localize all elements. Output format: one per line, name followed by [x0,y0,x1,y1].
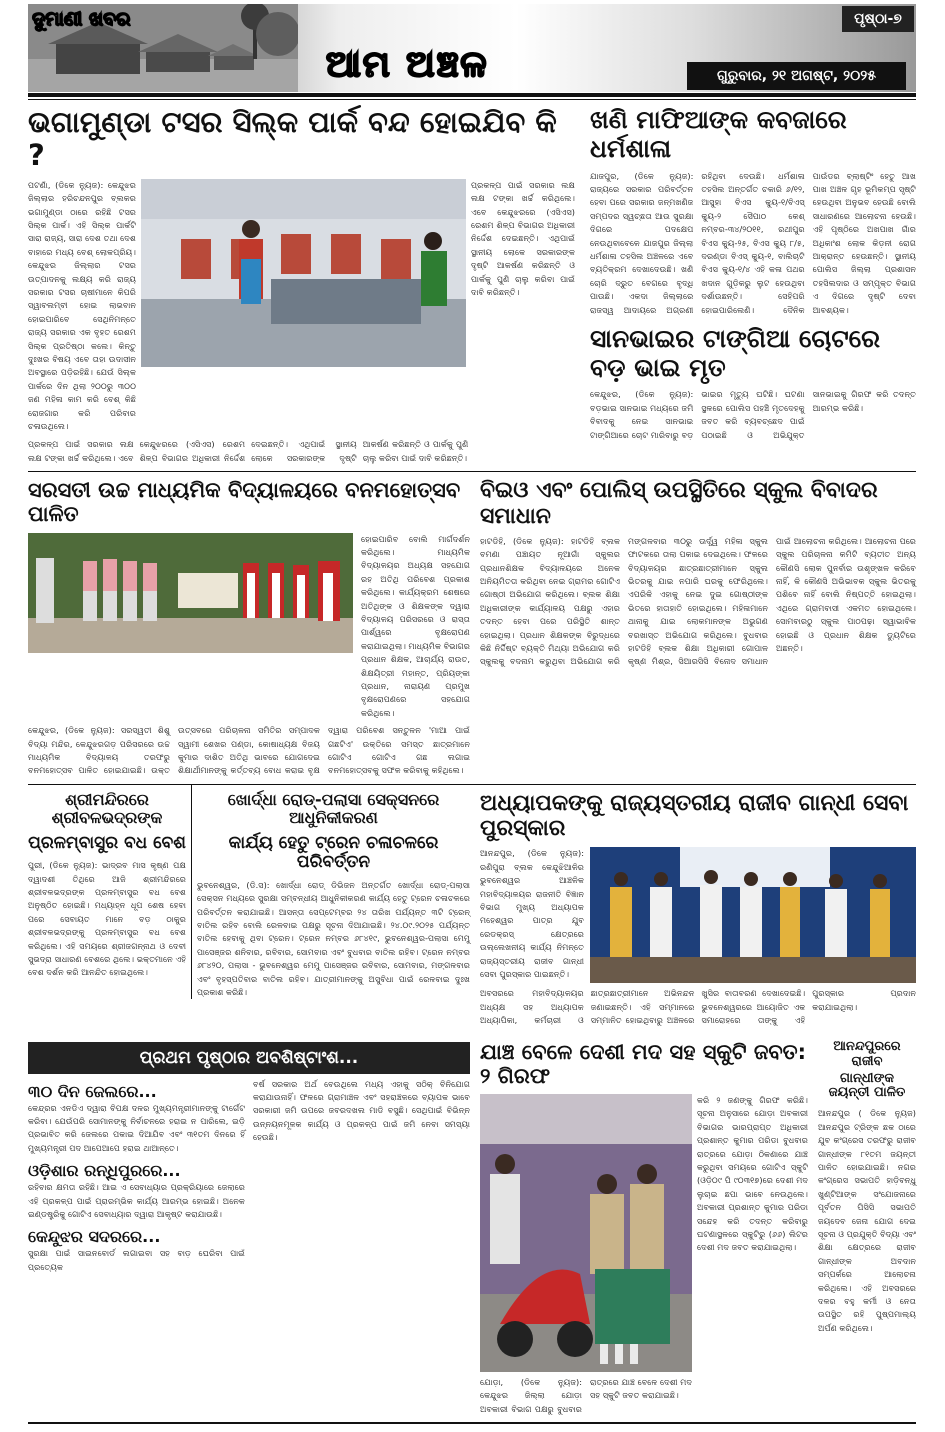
continued-subhead: ଓଡ଼ିଶାର ରନ୍ଧିପୁରରେ... [28,1161,181,1181]
page-bottom-rule [28,1422,916,1424]
masthead [28,4,916,92]
headline-silk-park: ଭଗାମୁଣ୍ଡା ଟସର ସିଲ୍କ ପାର୍କ ବନ୍ଦ ହୋଇଯିବ କି ? [28,105,557,173]
article-body-beo-police: ହାଟଡିହି, (ଡିକେ ନ୍ୟୁଜ): ହାଟଡିହି ବ୍ଲକ ବମଣା ପଞ୍ଚାୟତ ନୂଆଗାଁ ସ୍କୁଲର ପ୍ରଧାନଶିକ୍ଷକ ବିଦ୍ୟାଳୟରେ ଅନେକ ଅନିୟମିତତା କରିଥିବା ନେଇ ଗ୍ରାମର ଗୋଟିଏ ଗୋଷ୍ଠୀ ଅଭିଯୋଗ କରିଥିଲେ। ବ୍ଲକ ଶିକ୍ଷା ଅଧିକାରୀଙ୍କ କାର୍ଯ୍ୟାଳୟ ପକ୍ଷରୁ ଏହାର ତଦନ୍ତ ହେବା ପରେ ପରିସ୍ଥିତି ଶାନ୍ତ ହୋଇଥିଲା। ପ୍ରଧାନ ଶିକ୍ଷକଙ୍କ ବିରୁଦ୍ଧରେ କିଛି ନିର୍ଦ୍ଦିଷ୍ଟ ବ୍ୟକ୍ତି ମିଥ୍ୟା ଅଭିଯୋଗ କରି ସ୍କୁଲକୁ ବଦନାମ କରୁଥିବା ଅଭିଯୋଗ କରି ମଙ୍ଗଳବାର ୩୦ରୁ ଊର୍ଦ୍ଧ୍ୱ ମହିଳା ସ୍କୁଲ ଫାଟକରେ ତାଲା ପକାଇ ଦେଇଥିଲେ। ଫଳରେ ବିଦ୍ୟାଳୟର ଛାତ୍ରଛାତ୍ରୀମାନେ ସ୍କୁଲ ଭିତରକୁ ଯାଇ ନପାରି ଘରକୁ ଫେରିଥିଲେ। ଏପରିକି ଏହାକୁ ନେଇ ଦୁଇ ଗୋଷ୍ଠୀଙ୍କ ଭିତରେ ହାତାହାତି ହୋଇଥିଲେ। ମହିଳାମାନେ ଥାନାକୁ ଯାଇ ଲୋକମାନଙ୍କ ଅଭୁଗଣ ବରଖାସ୍ତ ଅଭିଯୋଗ କରିଥିଲେ। ବୁଧବାର ହାଟଡିହି ବ୍ଲକ ଶିକ୍ଷା ଅଧିକାରୀ ଗୋପାଳ କୃଷ୍ଣ ମିଶ୍ର, ସିଆରସିସି ବିନୋଦ ସମାଧାନ ପାଇଁ ଆଲୋଚନା କରିଥିଲେ। ଆଲୋଚନା ପରେ ସ୍କୁଲ ପରିଚାଳନା କମିଟି ବ୍ୟତୀତ ଅନ୍ୟ କୌଣସି ଲୋକ ପୁନର୍ବାର ଉଶୃଙ୍ଖଳ କରିବେ ନାହିଁ, କି କୌଣସି ଅଭିଭାବକ ସ୍କୁଲ ଭିତରକୁ ପଶିବେ ନାହିଁ ବୋଲି ନିଷ୍ପତ୍ତି ହୋଇଥିଲା। ଏଥିରେ ଗ୍ରାମବାସୀ ଏକମତ ହୋଇଥିଲେ। ସୋମବାରଠୁ ସ୍କୁଲ ପାଠପଢ଼ା ସ୍ୱାଭାବିକ ହୋଇଛି ଓ ପ୍ରଧାନ ଶିକ୍ଷକ ଡ୍ୟୁଟିରେ ଅଛନ୍ତି। [480,535,916,667]
article-award [480,785,916,1028]
article-body-silk-park-continued: ପ୍ରକଳ୍ପ ପାଇଁ ସରକାର ଲକ୍ଷ ଲକ୍ଷ ଟଙ୍କା ଖର୍ଚ୍ଚ କରିଥିଲେ। ଏବେ କେନ୍ଦୁଝରରେ (ଏସିଏସ) ରେଶମ ଶିଳ୍ପ ବିଭାଗର ଅଧିକାରୀ ନିର୍ଦ୍ଦେଶ ଦେଇଛନ୍ତି। ଏଥିପାଇଁ ସ୍ଥାନୀୟ ଲୋକେ ସରକାରଙ୍କ ଦୃଷ୍ଟି ଆକର୍ଷଣ କରିଛନ୍ତି ଓ ପାର୍କକୁ ପୁଣି ଚାଲୁ କରିବା ପାଇଁ ଦାବି କରିଛନ୍ତି। [28,439,469,463]
article-body-scooty: କରି ୨ ଜଣଙ୍କୁ ଗିରଫ କରିଛି। ସୂଚନା ଅନୁସାରେ ଯୋଡ଼ା ଅବକାରୀ ବିଭାଗର ଭାରପ୍ରାପ୍ତ ଅଧିକାରୀ ପ୍ରଶାନ୍ତ କୁମାର ପରିଡା ବୁଧବାର ରାତ୍ରରେ ଯୋଡ଼ା ଠିକଣାରେ ଯାଞ୍ଚ କରୁଥିବା ସମୟରେ ଗୋଟିଏ ସ୍କୁଟି (ଓଡ଼ି୦୯ ପି ୯୦୩୧୭)ରେ ଦେଶୀ ମଦ ଲୁଚାଇ ଛପା ଭାବେ ନେଉଥିଲେ। ଅବକାରୀ ପ୍ରଶାନ୍ତ କୁମାର ପରିଡା ସନ୍ଦେହ କରି ତଦନ୍ତ କରିବାରୁ ଘଟଣାସ୍ଥଳରେ ସ୍କୁଟିରୁ (୬୬) ଲିଟର ଦେଶୀ ମଦ ଜବତ କରାଯାଇଥିଲା। [697,1094,808,1253]
article-body-vanamahotsav: କେନ୍ଦୁଝର, (ଡିକେ ନ୍ୟୁଜ): ସରସ୍ୱତୀ ଶିଶୁ ବିଦ୍ୟା ମନ୍ଦିର, କେନ୍ଦୁଝରଗଡ଼ ପରିସରରେ ଉଚ୍ଚ ମାଧ୍ୟମିକ ବିଦ୍ୟାଳୟ ତରଫରୁ ବନମହୋତ୍ସବ ପାଳିତ ହୋଇଯାଇଛି। ଉକ୍ତ ଉତ୍ସବରେ ପରିଚାଳନା ସମିତିର ସମ୍ପାଦକ ସ୍ୱାମୀ ଶେଖର ପଣ୍ଡା, କୋଷାଧ୍ୟକ୍ଷ ବିଜୟ କୁମାର ଦାଶିତ ଅତିଥି ଭାବରେ ଯୋଗଦେଇ ଶିକ୍ଷାର୍ଥୀମାନଙ୍କୁ କର୍ତ୍ତବ୍ୟ ବୋଧ କରାଇ ବୃକ୍ଷ ଦ୍ୱାରା ପରିବେଶ ସନ୍ତୁଳନ 'ମାଆ ପାଇଁ ଗଛଟିଏ' ଉକ୍ତିରେ ସମସ୍ତ ଛାତ୍ରମାନେ ଗୋଟିଏ ଗୋଟିଏ ଗଛ ଲଗାଇ ବନମହୋତ୍ସବକୁ ସଫଳ କରିବାକୁ କହିଥିଲେ। [28,725,470,776]
headline-srimandir-line2: ପ୍ରଳମ୍ବାସୁର ବଧ ବେଶ [28,832,186,853]
award-ceremony-photo [590,847,916,983]
continued-section-bar: ପ୍ରଥମ ପୃଷ୍ଠାର ଅବଶିଷ୍ଟାଂଶ... [28,1042,470,1074]
article-body-vanamahotsav-side: ହୋଇପାରିବ ବୋଲି ମାର୍ଗଦର୍ଶନ କରିଥିଲେ। ମାଧ୍ୟମିକ ବିଦ୍ୟାଳୟର ଅଧ୍ୟକ୍ଷ ସହଯୋଗ ରହ ଅତିଥି ପରିବେଶ ପ୍ରକାଶ କରିଥିଲେ। କାର୍ଯ୍ୟକ୍ରମ ଶେଷରେ ଅତିଥିଙ୍କ ଓ ଶିକ୍ଷକଙ୍କ ଦ୍ୱାରା ବିଦ୍ୟାଳୟ ପରିସରରେ ଓ ରାସ୍ତା ପାର୍ଶ୍ୱରେ ବୃକ୍ଷରୋପଣ କରାଯାଇଥିଲା। ମାଧ୍ୟମିକ ବିଭାଗର ପ୍ରଧାନ ଶିକ୍ଷକ, ଆଚାର୍ଯ୍ୟ ରାଉତ, ଶିକ୍ଷୟିତ୍ରୀ ମହାନ୍ତ, ପ୍ରିୟଙ୍କା ପ୍ରଧାନ, ନାରାୟଣ ପ୍ରମୁଖ ବୃକ୍ଷରୋପଣରେ ସହଯୋଗ କରିଥିଲେ। [361,533,470,718]
article-body-khordha: ଭୁବନେଶ୍ୱର, (ଡି.ସ): ଖୋର୍ଦ୍ଧା ରୋଡ୍ ଡିଭିଜନ ଅନ୍ତର୍ଗତ ଖୋର୍ଦ୍ଧା ରୋଡ୍-ପଲାସା ସେକ୍ସନ ମଧ୍ୟରେ ସୁରକ୍ଷା ସମ୍ବନ୍ଧୀୟ ଆଧୁନିକୀକରଣ କାର୍ଯ୍ୟ ହେତୁ ଟ୍ରେନ ଚଳାଚଳରେ ପରିବର୍ତ୍ତନ କରାଯାଇଛି। ଆସନ୍ତା ସେପ୍ଟେମ୍ବର ୨୪ ତାରିଖ ପର୍ଯ୍ୟନ୍ତ ୩ଟି ଟ୍ରେନ୍ ବାତିଲ ରହିବ ବୋଲି ରେଳବାଇ ପକ୍ଷରୁ ସୂଚନା ଦିଆଯାଇଛି। ୨୪.୦୯.୨୦୨୫ ପର୍ଯ୍ୟନ୍ତ ବାତିଲ ହେବାକୁ ଥିବା ଟ୍ରେନ। ଟ୍ରେନ ନମ୍ବର ୬୮୪୧୯, ଭୁବନେଶ୍ୱର-ପଲାସା ମେମୁ ପାସେଞ୍ଜର ଶନିବାର, ରବିବାର, ସୋମବାର ଏବଂ ବୁଧବାର ବାତିଲ ରହିବ। ଟ୍ରେନ ନମ୍ବର ୬୮୪୨୦, ପଲାସା - ଭୁବନେଶ୍ୱର ମେମୁ ପାସେଞ୍ଜର ରବିବାର, ସୋମବାର, ମଙ୍ଗଳବାର ଏବଂ ବୃହସ୍ପତିବାର ବାତିଲ ରହିବ। ଯାତ୍ରୀମାନଙ୍କୁ ଅସୁବିଧା ପାଇଁ ରେଳବାଇ ଦୁଃଖ ପ୍ରକାଶ କରିଛି। [197,879,470,997]
headline-scooty-seized: ଯାଞ୍ଚ ବେଳେ ଦେଶୀ ମଦ ସହ ସ୍କୁଟି ଜବତ: ୨ ଗିରଫ [480,1039,807,1088]
article-body-silk-park: ପଟଣାଁ, (ଡିକେ ନ୍ୟୁଜ): କେନ୍ଦୁଝର ଜିଲ୍ଲାର ହରିଚନ୍ଦନପୁର ବ୍ଲକର ଭଗାମୁଣ୍ଡା ଠାରେ ରହିଛି ଟସର ସିଲ୍କ ପାର୍କ। ଏହି ସିଲ୍କ ପାର୍କଟି ସାରା ରାଜ୍ୟ, ସାରା ଦେଶ ତଥା ଦେଶ ବାହାରେ ମଧ୍ୟ ବେଶ୍ ଲୋକପ୍ରିୟ। କେନ୍ଦୁଝର ଜିଲ୍ଲାର ଟସର ଉତ୍ପାଦନକୁ ଲକ୍ଷ୍ୟ କରି ରାଜ୍ୟ ସରକାର ଟସର ଚାଷୀମାନେ କିପରି ସ୍ୱାବଲମ୍ବୀ ହୋଇ ଲାଭବାନ ହୋଇପାରିବେ ସେଥିନିମନ୍ତେ ରାଜ୍ୟ ସରକାର ଏକ ବୃହତ ରେଶମ ସିଲ୍କ ପ୍ରତିଷ୍ଠା କଲେ। କିନ୍ତୁ ଦୁଃଖର ବିଷୟ ଏବେ ତାହା ଉଦାସୀନ ଅବସ୍ଥାରେ ପଡ଼ିରହିଛି। ଯେଉଁ ସିଲ୍କ ପାର୍କରେ ଦିନ ଥିଲା ୨୦୦ରୁ ୩୦୦ ଜଣ ମହିଳା କାମ କରି ବେଶ୍ କିଛି ରୋଜଗାର କରି ପରିବାର ଚଳାଉଥିଲେ। [28,179,136,431]
silk-park-photo [141,179,466,367]
headline-khordha-line2: କାର୍ଯ୍ୟ ହେତୁ ଟ୍ରେନ ଚଳାଚଳରେ ପରିବର୍ତ୍ତନ [228,832,439,873]
articles-left-third [28,785,470,1000]
headline-vanamahotsav: ସରସତୀ ଉଚ୍ଚ ମାଧ୍ୟମିକ ବିଦ୍ୟାଳୟରେ ବନମହୋତ୍ସବ ପାଳିତ [28,478,461,527]
headline-srimandir-line1: ଶ୍ରୀମନ୍ଦିରରେ ଶ୍ରୀବଳଭଦ୍ରଙ୍କ [51,789,163,828]
newspaper-brand: ଦୁମାଣୀ ଖବର [32,8,131,30]
article-body-award: ଅବସରରେ ମହାବିଦ୍ୟାଳୟର ଅଧ୍ୟକ୍ଷ ସହ ଅଧ୍ୟାପକ ଅଧ୍ୟାପିକା, କର୍ମଚାରୀ ଓ ଛାତ୍ରଛାତ୍ରୀମାନେ ଅଭିନନ୍ଦନ ଜଣାଇଛନ୍ତି। ଏହି ସମ୍ମାନରେ ସମ୍ମାନିତ ହୋଇଥିବାରୁ ଅଞ୍ଚଳରେ ଖୁସିର ବାତାବରଣ ଦେଖାଦେଇଛି। ଭୁବନେଶ୍ୱରରେ ଆୟୋଜିତ ଏକ ସମାରୋହରେ ତାଙ୍କୁ ଏହି ପୁରସ୍କାର ପ୍ରଦାନ କରାଯାଇଥିଲା। [480,988,916,1026]
masthead-rule [28,93,916,97]
headline-beo-police: ବିଇଓ ଏବଂ ପୋଲିସ୍ ଉପସ୍ଥିତିରେ ସ୍କୁଲ ବିବାଦର ସମାଧାନ [480,478,878,529]
continued-section [28,1034,470,1275]
row-second [28,472,916,778]
row-bottom [28,1034,916,1417]
article-beo-police [480,472,916,669]
article-body-award-side: ଆନନ୍ଦପୁର, (ଡିକେ ନ୍ୟୁଜ): ରଣିପୁରା ବ୍ଲକ କେନ୍ଦୁଝିଆଳିର ଭୁବନେଶ୍ୱର ଆଞ୍ଚଳିକ ମହାବିଦ୍ୟାଳୟର ରାଜନୀତି ବିଜ୍ଞାନ ବିଭାଗ ମୁଖ୍ୟ ଅଧ୍ୟାପକ ମହେଶ୍ୱର ପାତ୍ର ଯୁବ ରେଡକ୍ରସ୍ କ୍ଷେତ୍ରରେ ଉଲ୍ଲେଖନୀୟ କାର୍ଯ୍ୟ ନିମନ୍ତେ ରାଜ୍ୟସ୍ତରୀୟ ରାଜୀବ ଗାନ୍ଧୀ ସେବା ପୁରସ୍କାର ପାଇଛନ୍ତି। [480,848,584,980]
article-body-rajiv-jayanti: ଆନନ୍ଦପୁର ( ଡିକେ ନ୍ୟୁଜ) ଆନନ୍ଦପୁର ଟ୍ରିଙ୍କ ଛକ ଠାରେ ଯୁବ କଂଗ୍ରେସ ତରଫରୁ ରାଜୀବ ଗାନ୍ଧୀଙ୍କ ୮୧ତମ ଜୟନ୍ତୀ ପାଳିତ ହୋଇଯାଇଛି। ନଗର କଂଗ୍ରେସ ସଭାପତି ହାଡ଼ିବନ୍ଧୁ ଖୁଣ୍ଟିଆଙ୍କ ସଂଯୋଜନାରେ ପୂର୍ବତନ ପିସିସି ସଭାପତି ଜୟଦେବ ଜେନା ଯୋଗ ଦେଇ ସୂଚନା ଓ ପ୍ରଯୁକ୍ତି ବିଦ୍ୟା ଏବଂ ଶିକ୍ଷା କ୍ଷେତ୍ରରେ ରାଜୀବ ଗାନ୍ଧୀଙ୍କ ଅବଦାନ ସମ୍ପର୍କରେ ଆଲୋଚନା କରିଥିଲେ। ଏହି ଅବସରରେ ଦଳର ବହୁ କର୍ମୀ ଓ ନେତା ଉପସ୍ଥିତ ରହି ପୁଷ୍ପମାଲ୍ୟ ଅର୍ପଣ କରିଥିଲେ। [818,1108,916,1333]
headline-rajiv-jayanti-line1: ଆନନ୍ଦପୁରରେ ରାଜୀବ [833,1038,901,1069]
continued-column-2: ବର୍ଷ ସରକାର ଅର୍ଥ ବେଉଥିଲେ ମଧ୍ୟ ଏହାକୁ ସଠିକ୍ ବିନିଯୋଗ କରାଯାଉନାହିଁ। ଫଳରେ ଗ୍ରାମାଞ୍ଚଳ ଏବଂ ସହରାଞ୍ଚଳରେ ବ୍ୟାପକ ଭାବେ ସରକାରୀ ଜମି ଉପରେ ଜବରଦଖଲ ମାଡି ବସୁଛି। ସେଥିପାଇଁ ବିଭିନ୍ନ ଉନ୍ନୟନମୂଳକ କାର୍ଯ୍ୟ ଓ ପ୍ରକଳ୍ପ ପାଇଁ ଜମି ନେବା ସମସ୍ୟା ହେଉଛି। [253,1078,470,1143]
article-rajiv-jayanti [818,1034,916,1336]
seized-scooty-photo [480,1094,692,1372]
headline-rajiv-jayanti-line2: ଗାନ୍ଧୀଙ୍କ ଜୟନ୍ତୀ ପାଳିତ [828,1070,906,1101]
article-vanamahotsav [28,472,470,778]
continued-body: ରହିବାର କ୍ଷମତା ରହିଛି। ଆଇ ଏ ସେବାଧ୍ୟାର ପ୍ରକ୍ରିୟାରେ ଜେଲାରେ ଏହି ପ୍ରକଳ୍ପ ପାଇଁ ପ୍ରାରମ୍ଭିକ କାର୍ଯ୍ୟ ଆରମ୍ଭ ହୋଇଛି। ଅନେକ ଇଣ୍ଡଷ୍ଟ୍ରିକୁ ଗୋଟିଏ ସେବାଧ୍ୟାର ଦ୍ୱାରା ଆକୃଷ୍ଟ କରାଯାଉଛି। [28,1182,245,1220]
continued-subhead: କେନ୍ଦୁଝର ସଦରରେ... [28,1227,161,1247]
article-silk-park [28,100,580,465]
article-column-right-top [590,100,916,442]
article-khordha [197,785,470,1000]
article-body-scooty-bottom: ଯୋଡ଼ା, (ଡିକେ ନ୍ୟୁଜ): କେନ୍ଦୁଝର ଜିଲ୍ଲା ଯୋଡ଼ା ଅବକାରୀ ବିଭାଗ ପକ୍ଷରୁ ବୁଧବାର ରାତ୍ରରେ ଯାଞ୍ଚ ବେଳେ ଦେଶୀ ମଦ ସହ ସ୍କୁଟି ଜବତ କରାଯାଇଛି। [480,1376,692,1414]
article-scooty-seized [480,1034,808,1417]
headline-khordha-line1: ଖୋର୍ଦ୍ଧା ରୋଡ୍-ପଲାସା ସେକ୍ସନରେ ଆଧୁନିକୀକରଣ [227,789,440,828]
row-top [28,100,916,465]
continued-body: କେନ୍ଦ୍ରର ଏନଡିଏ ଦ୍ୱାରା ବିପକ୍ଷ ଦଳର ମୁଖ୍ୟମନ୍ତ୍ରୀମାନଙ୍କୁ ଟାର୍ଗେଟ କରିବା। ଯେଉଁପରି ସୋମାନଙ୍କୁ ନିର୍ବାଚନରେ ହରାଇ ନ ପାରିଲେ, ଇଡ଼ି ପ୍ରଭାବିତ କରି ଜେଲରେ ପକାଇ ଦିଆଯିବ ଏବଂ ୩୧ତମ ଦିନରେ ହିଁ ମୁଖ୍ୟମନ୍ତ୍ରୀ ପଦ ଆପେଆପେ ହରାଇ ଥାଆନ୍ତେ। [28,1102,245,1153]
headline-award: ଅଧ୍ୟାପକଙ୍କୁ ରାଜ୍ୟସ୍ତରୀୟ ରାଜୀବ ଗାନ୍ଧୀ ସେବା ପୁରସ୍କାର [480,790,909,842]
vanamahotsav-photo [28,533,353,653]
headline-brother-death: ସାନଭାଇର ଟାଙ୍ଗିଆ ଚୋଟରେ ବଡ଼ ଭାଇ ମୃତ [590,323,881,382]
continued-column-1 [28,1078,245,1275]
page-number: ପୃଷ୍ଠା-୭ [842,6,914,32]
article-srimandir [28,785,186,980]
article-body-srimandir: ପୁରୀ, (ଡିକେ ନ୍ୟୁଜ): ଭାଦ୍ରବ ମାସ କୃଷ୍ଣ ପକ୍ଷ ଦ୍ୱାଦଶୀ ତିଥିରେ ଆଜି ଶ୍ରୀମନ୍ଦିରରେ ଶ୍ରୀବଳଭଦ୍ରଙ୍କ ପ୍ରଳମ୍ବାସୁର ବଧ ବେଶ ଅନୁଷ୍ଠିତ ହୋଇଛି। ମଧ୍ୟାହ୍ନ ଧୂପ ଶେଷ ହେବା ପରେ ସେବାୟତ ମାନେ ବଡ଼ ଠାକୁର ଶ୍ରୀବଳଭଦ୍ରଙ୍କୁ ପ୍ରଳମ୍ବାସୁର ବଧ ବେଶ କରିଥିଲେ। ଏହି ସମୟରେ ଶ୍ରୀଜଗନ୍ନାଥ ଓ ଦେବୀ ସୁଭଦ୍ରା ସାଧାରଣ ବେଶରେ ଥିଲେ। ଭକ୍ତମାନେ ଏହି ବେଶ ଦର୍ଶନ କରି ଆନନ୍ଦିତ ହୋଇଥିଲେ। [28,860,186,978]
article-body-dharmasala: ଯାଜପୁର, (ଡିକେ ନ୍ୟୁଜ): ରାଜ୍ୟରେ ସରକାର ପରିବର୍ତ୍ତନ ହେବା ପରେ ସରକାର ଜନ୍ମଖଣିଜ ସମ୍ପଦର ସ୍ୱଚ୍ଛତା ଆଉ ସୁରକ୍ଷା ଦିଗରେ ପଦକ୍ଷେପ ନେଉଥିବାବେଳେ ଯାଜପୁର ଜିଲ୍ଲା ଧର୍ମଶାଳା ତହସିଲ ଅଞ୍ଚଳରେ ଏବେ ବ୍ୟତିକ୍ରମ ଦେଖାଦେଉଛି। ଖଣି ଚୋରି ଦ୍ରୁତ ବେଗରେ ବୃଦ୍ଧି ପାଉଛି। ଏକଦା ଜିଲ୍ଲାରେ ରାଜସ୍ୱ ଆଦାୟରେ ଅଗ୍ରଣୀ ରହିଥିବା ଦେଉଛି। ଧର୍ମଶାଳା ତହସିଲ ଅନ୍ତର୍ଗତ ଚକାରି ୬/୧୨, ଆସୁହା ବିଏସ କ୍ୟୁ-୧/ବିଏସ୍ କ୍ୟୁ-୨ ସୈପାଠ କେଶ୍ ନମ୍ବର-୩୪/୨୦୧୧, ରଥୀପୁର ବିଏସ କ୍ୟୁ-୨୫, ବିଏସ କ୍ୟୁ ୮/୫, ଦରଣ୍ଡା ବିଏସ୍ କ୍ୟୁ-୧, ବାଲିଚାଟି ବିଏସ କ୍ୟୁ-୧/୪ ଏହି କଳା ପଥର ଖଦାନ ଗୁଡ଼ିକରୁ ଲୁଟ ହେଉଥିବା ଦର୍ଶାଉଛନ୍ତି। ସେହିପରି ହୋଇପାରିଲେଣି। ଦୈନିକ ପାଉଁଡର ବ୍ଲାଷ୍ଟିଂ ହେତୁ ଆଖ ପାଖ ଅଞ୍ଚଳ ଗୃହ ଭୂମିକମ୍ପ ସୃଷ୍ଟି ହେଉଥିବା ଅନୁଭବ ହେଉଛି ବୋଲି ସାଧାରଣରେ ଆଲୋଚନା ହେଉଛି। ଏହି ପୃଷ୍ଠିରେ ଅଖପାଖ ଗାଁର ଅଧିକାଂଶ ଲୋକ କିଡ଼ନୀ ରୋଗ ଆକ୍ରାନ୍ତ ହେଉଛନ୍ତି। ସ୍ଥାନୀୟ ପୋଲିସ ଜିଲ୍ଲା ପ୍ରଶାସନ ତହସିଲଦାର ଓ ସମ୍ପୃକ୍ତ ବିଭାଗ ଏ ଦିଗରେ ଦୃଷ୍ଟି ଦେବା ଆବଶ୍ୟକ। [590,170,916,315]
section-title: ଆମ ଅଞ୍ଚଳ [326,44,489,85]
article-body-brother-death: କେନ୍ଦୁଝର, (ଡିକେ ନ୍ୟୁଜ): ବଡ଼ଭାଇ ସାନଭାଇ ମଧ୍ୟରେ ଜମି ବିବାଦକୁ ନେଇ ସାନଭାଇ ଟାଙ୍ଗିଆରେ ଚୋଟ ମାରିବାରୁ ବଡ଼ ଭାଇର ମୃତ୍ୟୁ ଘଟିଛି। ଘଟଣା ସ୍ଥଳରେ ପୋଲିସ ପହଞ୍ଚି ମୃତଦେହକୁ ଜବତ କରି ବ୍ୟବଚ୍ଛେଦ ପାଇଁ ପଠାଇଛି ଓ ଅଭିଯୁକ୍ତ ସାନଭାଇକୁ ଗିରଫ କରି ତଦନ୍ତ ଆରମ୍ଭ କରିଛି। [590,389,916,440]
article-body-silk-park-side: ପ୍ରକଳ୍ପ ପାଇଁ ସରକାର ଲକ୍ଷ ଲକ୍ଷ ଟଙ୍କା ଖର୍ଚ୍ଚ କରିଥିଲେ। ଏବେ କେନ୍ଦୁଝରରେ (ଏସିଏସ) ରେଶମ ଶିଳ୍ପ ବିଭାଗର ଅଧିକାରୀ ନିର୍ଦ୍ଦେଶ ଦେଇଛନ୍ତି। ଏଥିପାଇଁ ସ୍ଥାନୀୟ ଲୋକେ ସରକାରଙ୍କ ଦୃଷ୍ଟି ଆକର୍ଷଣ କରିଛନ୍ତି ଓ ପାର୍କକୁ ପୁଣି ଚାଲୁ କରିବା ପାଇଁ ଦାବି କରିଛନ୍ତି। [471,179,575,297]
row-third [28,785,916,1028]
continued-subhead: ୩୦ ଦିନ ଜେଲରେ... [28,1081,157,1101]
column-divider [191,785,192,1000]
headline-dharmasala: ଖଣି ମାଫିଆଙ୍କ କବଜାରେ ଧର୍ମଶାଳା [590,105,847,163]
issue-date: ଗୁରୁବାର, ୨୧ ଅଗଷ୍ଟ, ୨୦୨୫ [687,62,906,90]
continued-body: ସୁରକ୍ଷା ପାଇଁ ସାଇନବୋର୍ଡ ଲଗାଇବା ସହ ବାଡ଼ ଘେରିବା ପାଇଁ ପ୍ରତ୍ୟେକ [28,1248,245,1272]
